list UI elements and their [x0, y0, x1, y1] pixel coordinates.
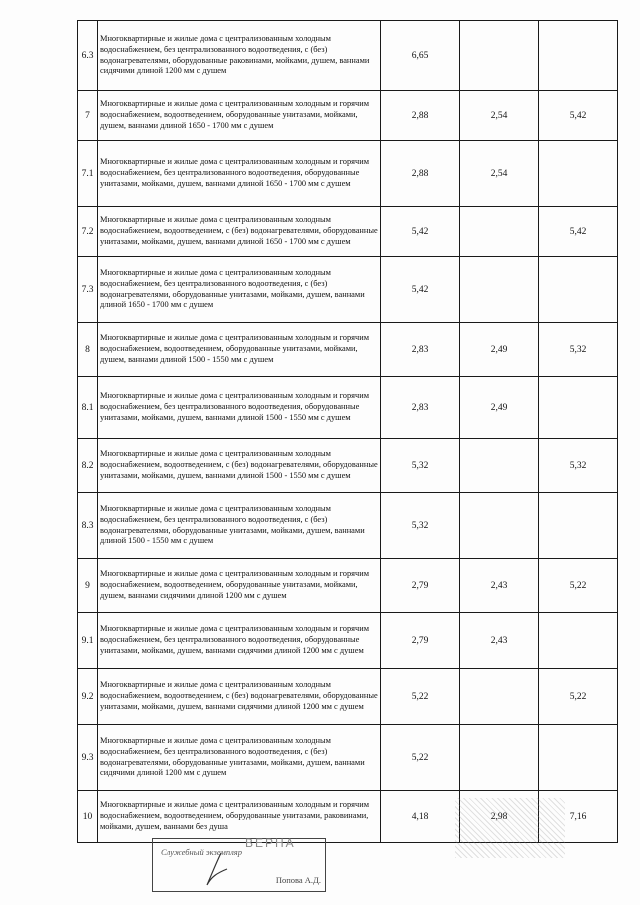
norm-value-3: 5,22 [539, 559, 618, 613]
row-description: Многоквартирные и жилые дома с централизованным холодным и горячим водоснабжением, водоотведением, оборудованные унитазами, мойками, душем, ваннами длиной 1500 - 1550 мм с душем [98, 323, 381, 377]
row-number: 9 [78, 559, 98, 613]
row-number: 9.3 [78, 725, 98, 791]
norm-value-1: 2,79 [381, 559, 460, 613]
norm-value-1: 5,42 [381, 257, 460, 323]
norm-value-3 [539, 257, 618, 323]
table-row [78, 21, 618, 91]
row-description: Многоквартирные и жилые дома с централизованным холодным и горячим водоснабжением, водоотведением, оборудованные унитазами, раковинами, мойками, душем, ваннами без душа [98, 791, 381, 843]
norm-value-3: 5,42 [539, 207, 618, 257]
row-number: 6.3 [78, 21, 98, 91]
row-description: Многоквартирные и жилые дома с централизованным холодным водоснабжением, без централизованного водоотведения, с (без) водонагревателями, оборудованные унитазами, мойками, душем, ваннами длиной 1650 - 1700 мм с душем [98, 257, 381, 323]
norm-value-1: 5,32 [381, 493, 460, 559]
row-number: 7.3 [78, 257, 98, 323]
norm-value-2: 2,49 [460, 323, 539, 377]
norm-value-2: 2,54 [460, 91, 539, 141]
row-number: 7 [78, 91, 98, 141]
table-row [78, 91, 618, 141]
table-row [78, 613, 618, 669]
norm-value-3: 5,32 [539, 323, 618, 377]
norm-value-2 [460, 669, 539, 725]
norm-value-1: 6,65 [381, 21, 460, 91]
row-description: Многоквартирные и жилые дома с централизованным холодным водоснабжением, водоотведением, с (без) водонагревателями, оборудованные унитазами, мойками, душем, ваннами длиной 1500 - 1550 мм с душем [98, 439, 381, 493]
norm-value-3 [539, 21, 618, 91]
norm-value-3: 5,32 [539, 439, 618, 493]
norm-value-1: 5,32 [381, 439, 460, 493]
norm-value-2: 2,49 [460, 377, 539, 439]
norm-value-3: 5,22 [539, 669, 618, 725]
norm-value-3 [539, 613, 618, 669]
row-description: Многоквартирные и жилые дома с централизованным холодным водоснабжением, водоотведением, с (без) водонагревателями, оборудованные унитазами, мойками, душем, ваннами длиной 1650 - 1700 мм с душем [98, 207, 381, 257]
norm-value-3: 5,42 [539, 91, 618, 141]
table-row [78, 725, 618, 791]
norm-value-2 [460, 493, 539, 559]
row-number: 8 [78, 323, 98, 377]
row-description: Многоквартирные и жилые дома с централизованным холодным и горячим водоснабжением, без централизованного водоотведения, оборудованные унитазами, мойками, душем, ваннами сидячими длиной 1200 мм с душем [98, 613, 381, 669]
table-row [78, 493, 618, 559]
table-row [78, 323, 618, 377]
row-number: 7.1 [78, 141, 98, 207]
row-number: 9.2 [78, 669, 98, 725]
row-number: 8.2 [78, 439, 98, 493]
row-description: Многоквартирные и жилые дома с централизованным холодным водоснабжением, без централизованного водоотведения, с (без) водонагревателями, оборудованные унитазами, мойками, душем, ваннами длиной 1500 - 1550 мм с душем [98, 493, 381, 559]
table-row [78, 559, 618, 613]
norm-value-2 [460, 439, 539, 493]
row-number: 10 [78, 791, 98, 843]
norms-table-body [78, 21, 618, 843]
row-description: Многоквартирные и жилые дома с централизованным холодным водоснабжением, без централизованного водоотведения, с (без) водонагревателями, оборудованные унитазами, мойками, душем, ваннами сидячими длиной 1200 мм с душем [98, 725, 381, 791]
norm-value-2 [460, 257, 539, 323]
row-description: Многоквартирные и жилые дома с централизованным холодным и горячим водоснабжением, водоотведением, оборудованные унитазами, мойками, душем, ваннами сидячими длиной 1200 мм с душем [98, 559, 381, 613]
table-row [78, 141, 618, 207]
row-description: Многоквартирные и жилые дома с централизованным холодным и горячим водоснабжением, без централизованного водоотведения, оборудованные унитазами, мойками, душем, ваннами длиной 1500 - 1550 мм с душем [98, 377, 381, 439]
scan-noise [455, 798, 565, 858]
norm-value-1: 2,83 [381, 323, 460, 377]
norms-table [77, 20, 618, 843]
norm-value-1: 2,88 [381, 141, 460, 207]
row-number: 8.3 [78, 493, 98, 559]
stamp-name: Попова А.Д. [275, 875, 321, 885]
norm-value-1: 2,83 [381, 377, 460, 439]
norm-value-1: 5,42 [381, 207, 460, 257]
table-row [78, 669, 618, 725]
norm-value-1: 2,79 [381, 613, 460, 669]
table-row [78, 377, 618, 439]
norm-value-2 [460, 725, 539, 791]
table-row [78, 207, 618, 257]
norm-value-2 [460, 207, 539, 257]
row-description: Многоквартирные и жилые дома с централизованным холодным и горячим водоснабжением, водоотведением, оборудованные унитазами, мойками, душем, ваннами длиной 1650 - 1700 мм с душем [98, 91, 381, 141]
stamp-caption: Служебный экземпляр [161, 847, 242, 857]
signature-icon [187, 851, 247, 889]
row-description: Многоквартирные и жилые дома с централизованным холодным и горячим водоснабжением, без централизованного водоотведения, оборудованные унитазами, мойками, душем, ваннами длиной 1650 - 1700 мм с душем [98, 141, 381, 207]
norm-value-3 [539, 493, 618, 559]
row-number: 9.1 [78, 613, 98, 669]
norm-value-2: 2,43 [460, 559, 539, 613]
norm-value-3 [539, 725, 618, 791]
norm-value-2 [460, 21, 539, 91]
row-number: 8.1 [78, 377, 98, 439]
norm-value-2: 2,43 [460, 613, 539, 669]
norm-value-3 [539, 377, 618, 439]
table-row [78, 439, 618, 493]
norm-value-2: 2,54 [460, 141, 539, 207]
stamp-verna: ВЕРНА [245, 836, 296, 850]
norm-value-1: 2,88 [381, 91, 460, 141]
row-description: Многоквартирные и жилые дома с централизованным холодным водоснабжением, водоотведением, с (без) водонагревателями, оборудованные унитазами, мойками, душем, ваннами сидячими длиной 1200 мм с душем [98, 669, 381, 725]
row-description: Многоквартирные и жилые дома с централизованным холодным водоснабжением, без централизованного водоотведения, с (без) водонагревателями, оборудованные раковинами, мойками, душем, ваннами сидячими длиной 1200 мм с душем [98, 21, 381, 91]
norm-value-1: 5,22 [381, 669, 460, 725]
table-row [78, 257, 618, 323]
norm-value-2: 2,98 [460, 791, 539, 843]
certification-stamp [152, 838, 326, 892]
norm-value-3: 7,16 [539, 791, 618, 843]
norm-value-3 [539, 141, 618, 207]
row-number: 7.2 [78, 207, 98, 257]
norm-value-1: 4,18 [381, 791, 460, 843]
norm-value-1: 5,22 [381, 725, 460, 791]
